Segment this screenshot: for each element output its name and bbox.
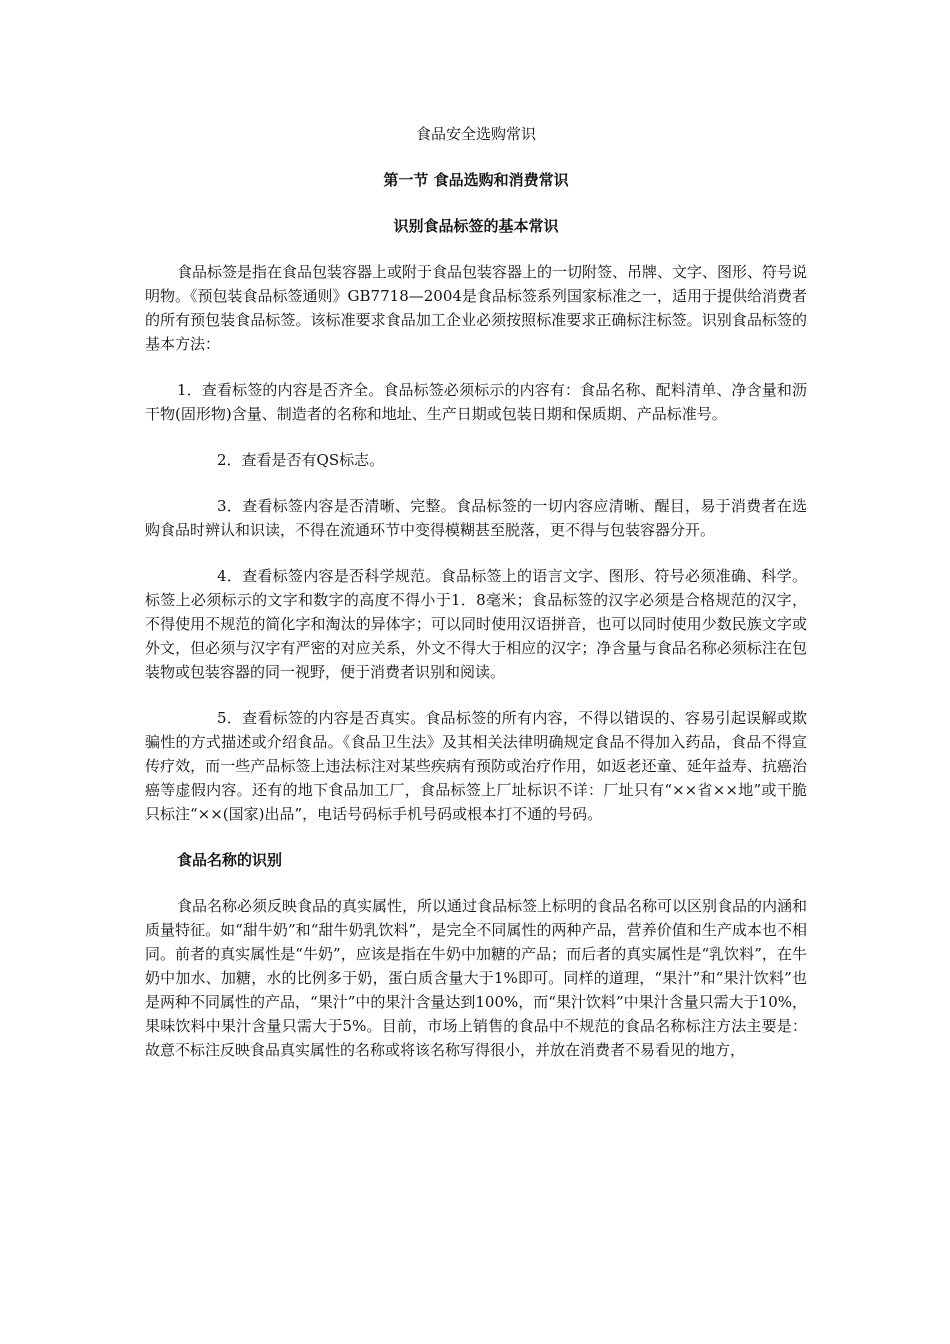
paragraph-check-qs-mark: 2．查看是否有QS标志。: [217, 451, 385, 469]
subsection-heading-food-name: 食品名称的识别: [177, 851, 283, 869]
section-heading: 第一节 食品选购和消费常识: [383, 171, 569, 189]
paragraph-check-completeness: 1．查看标签的内容是否齐全。食品标签必须标示的内容有：食品名称、配料清单、净含量和沥干物(固形物)含量、制造者的名称和地址、生产日期或包装日期和保质期、产品标准号。: [145, 381, 807, 423]
paragraph-check-standardization: 4．查看标签内容是否科学规范。食品标签上的语言文字、图形、符号必须准确、科学。标签上必须标示的文字和数字的高度不得小于1．8毫米；食品标签的汉字必须是合格规范的汉字，不得使用不规范的简化字和淘汰的异体字；可以同时使用汉语拼音，也可以同时使用少数民族文字或外文，但必须与汉字有严密的对应关系，外文不得大于相应的汉字；净含量与食品名称必须标注在包装物或包装容器的同一视野，便于消费者识别和阅读。: [145, 567, 807, 681]
document-body: [145, 122, 807, 1084]
paragraph-check-clarity: 3．查看标签内容是否清晰、完整。食品标签的一切内容应清晰、醒目，易于消费者在选购食品时辨认和识读，不得在流通环节中变得模糊甚至脱落，更不得与包装容器分开。: [145, 497, 807, 539]
paragraph-check-truthfulness: 5．查看标签的内容是否真实。食品标签的所有内容，不得以错误的、容易引起误解或欺骗性的方式描述或介绍食品。《食品卫生法》及其相关法律明确规定食品不得加入药品，食品不得宣传疗效，而一些产品标签上违法标注对某些疾病有预防或治疗作用，如返老还童、延年益寿、抗癌治癌等虚假内容。还有的地下食品加工厂，食品标签上厂址标识不详：厂址只有“××省××地”或干脆只标注“××(国家)出品”，电话号码标手机号码或根本打不通的号码。: [145, 709, 807, 823]
paragraph-label-intro: 食品标签是指在食品包装容器上或附于食品包装容器上的一切附签、吊牌、文字、图形、符号说明物。《预包装食品标签通则》GB7718—2004是食品标签系列国家标准之一，适用于提供给消费者的所有预包装食品标签。该标准要求食品加工企业必须按照标准要求正确标注标签。识别食品标签的基本方法：: [145, 263, 808, 353]
paragraph-food-name-identification: 食品名称必须反映食品的真实属性，所以通过食品标签上标明的食品名称可以区别食品的内涵和质量特征。如“甜牛奶”和“甜牛奶乳饮料”，是完全不同属性的两种产品，营养价值和生产成本也不相同。前者的真实属性是“牛奶”，应该是指在牛奶中加糖的产品；而后者的真实属性是“乳饮料”，在牛奶中加水、加糖，水的比例多于奶，蛋白质含量大于1%即可。同样的道理，“果汁”和“果汁饮料”也是两种不同属性的产品，“果汁”中的果汁含量达到100%，而“果汁饮料”中果汁含量只需大于10%，果味饮料中果汁含量只需大于5%。目前，市场上销售的食品中不规范的食品名称标注方法主要是：故意不标注反映食品真实属性的名称或将该名称写得很小，并放在消费者不易看见的地方，: [145, 897, 808, 1059]
subsection-heading-label-basics: 识别食品标签的基本常识: [393, 217, 559, 235]
document-title: 食品安全选购常识: [415, 125, 536, 143]
